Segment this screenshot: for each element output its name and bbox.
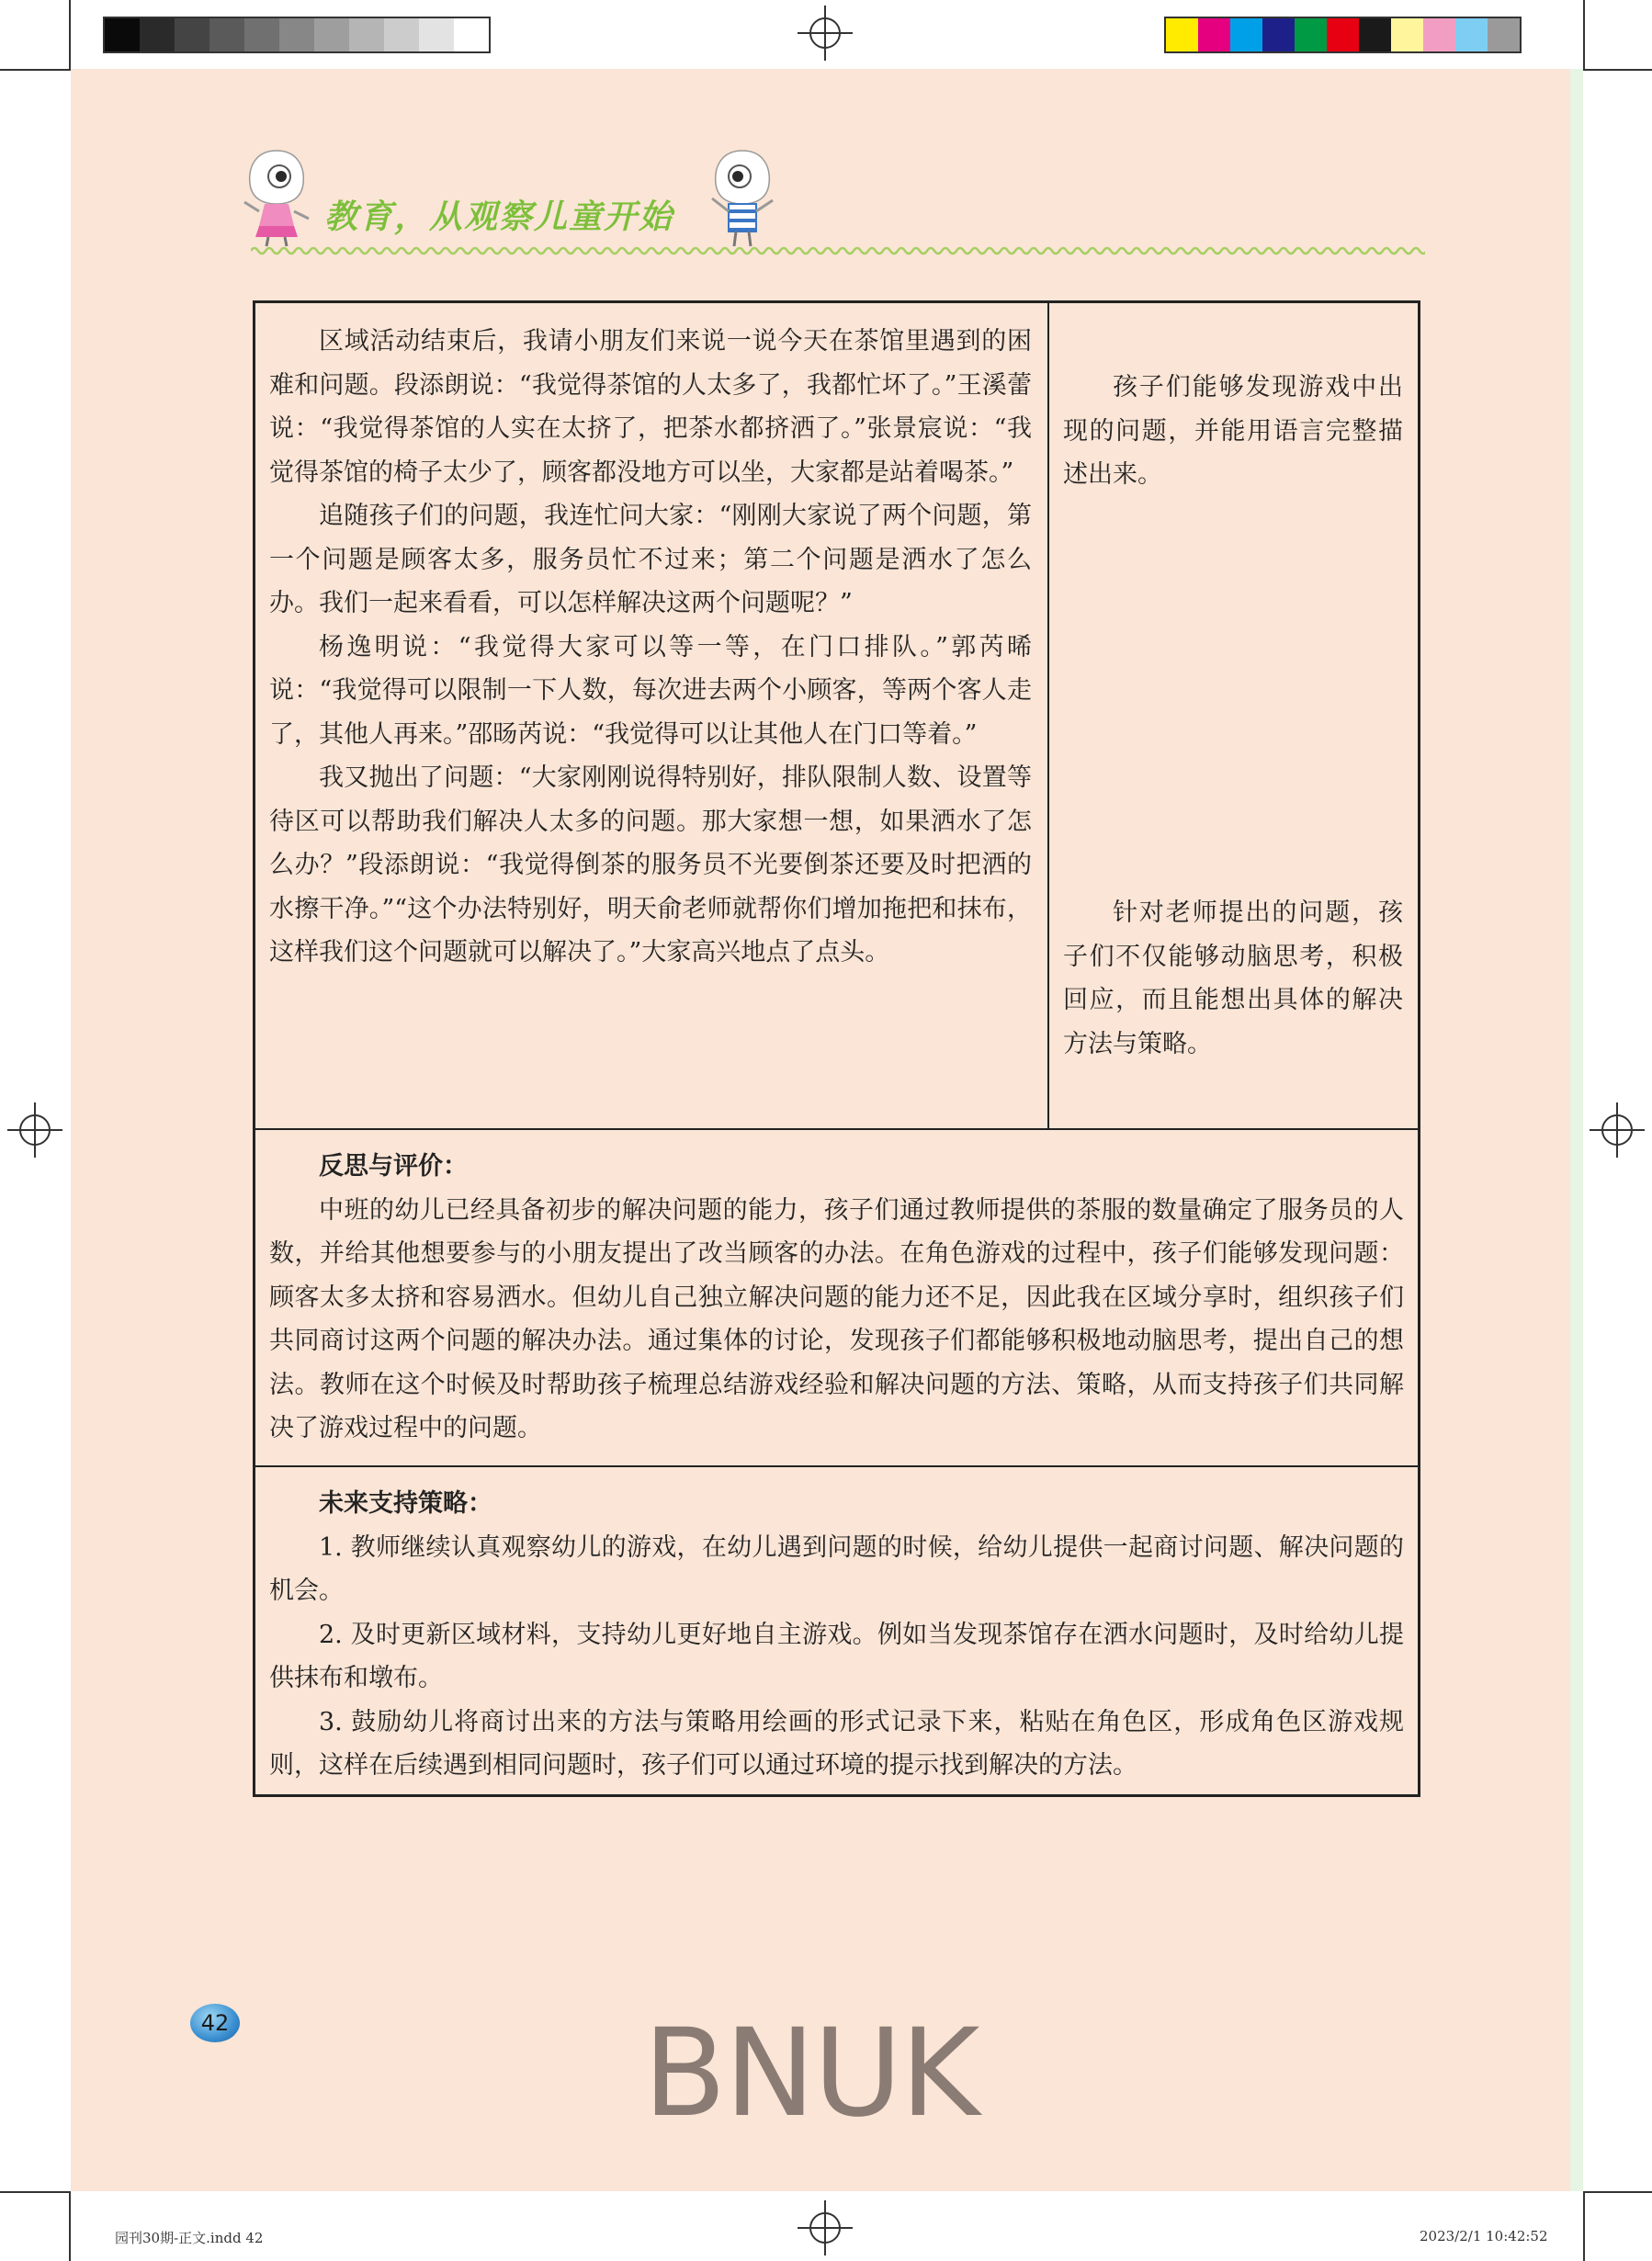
crop-mark xyxy=(69,0,71,69)
calibration-swatch xyxy=(279,18,314,51)
reflection-body: 中班的幼儿已经具备初步的解决问题的能力，孩子们通过教师提供的茶服的数量确定了服务员的人数，并给其他想要参与的小朋友提出了改当顾客的办法。在角色游戏的过程中，孩子们能够发现问题：顾客太多太挤和容易洒水。但幼儿自己独立解决问题的能力还不足，因此我在区域分享时，组织孩子们共同商讨这两个问题的解决办法。通过集体的讨论，发现孩子们都能够积极地动脑思考，提出自己的想法。教师在这个时候及时帮助孩子梳理总结游戏经验和解决问题的方法、策略，从而支持孩子们共同解决了游戏过程中的问题。 xyxy=(269,1195,1404,1442)
header-wavy-divider xyxy=(251,243,1425,258)
calibration-swatch xyxy=(175,18,209,51)
calibration-swatch xyxy=(244,18,279,51)
strategy-item: 2. 及时更新区域材料，支持幼儿更好地自主游戏。例如当发现茶馆存在洒水问题时，及时给幼儿提供抹布和墩布。 xyxy=(269,1620,1404,1692)
crop-mark xyxy=(1583,69,1652,71)
analysis-note: 孩子们能够发现游戏中出现的问题，并能用语言完整描述出来。 xyxy=(1063,373,1403,489)
registration-mark-icon xyxy=(798,2200,853,2255)
watermark: BNUK xyxy=(643,2003,979,2144)
print-slug-file: 园刊30期-正文.indd 42 xyxy=(115,2230,264,2246)
calibration-swatch xyxy=(1359,18,1391,51)
calibration-swatch xyxy=(349,18,384,51)
girl-mascot-icon xyxy=(237,147,316,248)
registration-mark-icon xyxy=(7,1102,62,1158)
registration-mark-icon xyxy=(798,6,853,61)
reflection-heading: 反思与评价： xyxy=(319,1152,468,1181)
analysis-cell xyxy=(1049,303,1418,1128)
boy-mascot-icon xyxy=(703,147,782,248)
calibration-swatch xyxy=(1230,18,1262,51)
record-paragraph: 区域活动结束后，我请小朋友们来说一说今天在茶馆里遇到的困难和问题。段添朗说：“我觉得茶馆的人太多了，我都忙坏了。”王溪蕾说：“我觉得茶馆的人实在太挤了，把茶水都挤洒了。”张景宸说：“我觉得茶馆的椅子太少了，顾客都没地方可以坐，大家都是站着喝茶。” xyxy=(269,327,1032,487)
crop-mark xyxy=(1583,0,1585,69)
strategy-row xyxy=(255,1467,1418,1795)
crop-mark xyxy=(0,2191,71,2193)
registration-mark-icon xyxy=(1590,1102,1645,1158)
calibration-swatch xyxy=(209,18,244,51)
crop-mark xyxy=(1583,2191,1652,2193)
page-edge xyxy=(1570,69,1583,2191)
crop-mark xyxy=(69,2191,71,2261)
calibration-swatch xyxy=(1166,18,1198,51)
calibration-swatch xyxy=(1391,18,1423,51)
page-header xyxy=(237,147,1422,262)
crop-mark xyxy=(1583,2191,1585,2261)
crop-mark xyxy=(0,69,71,71)
calibration-swatch xyxy=(1198,18,1230,51)
record-paragraph: 追随孩子们的问题，我连忙问大家：“刚刚大家说了两个问题，第一个问题是顾客太多，服务员忙不过来；第二个问题是洒水了怎么办。我们一起来看看，可以怎样解决这两个问题呢？” xyxy=(269,502,1032,617)
reflection-row xyxy=(255,1130,1418,1467)
calibration-swatch xyxy=(140,18,175,51)
strategy-item: 3. 鼓励幼儿将商讨出来的方法与策略用绘画的形式记录下来，粘贴在角色区，形成角色区游戏规则，这样在后续遇到相同问题时，孩子们可以通过环境的提示找到解决的方法。 xyxy=(269,1707,1404,1780)
calibration-swatch xyxy=(454,18,489,51)
grayscale-calibration-bar xyxy=(103,17,491,53)
analysis-note: 针对老师提出的问题，孩子们不仅能够动脑思考，积极回应，而且能想出具体的解决方法与策略。 xyxy=(1063,899,1403,1058)
calibration-swatch xyxy=(105,18,140,51)
record-paragraph: 我又抛出了问题：“大家刚刚说得特别好，排队限制人数、设置等待区可以帮助我们解决人太多的问题。那大家想一想，如果洒水了怎么办？”段添朗说：“我觉得倒茶的服务员不光要倒茶还要及时把洒的水擦干净。”“这个办法特别好，明天俞老师就帮你们增加拖把和抹布，这样我们这个问题就可以解决了。”大家高兴地点了点头。 xyxy=(269,763,1032,967)
record-cell xyxy=(255,303,1049,1128)
page-number: 42 xyxy=(190,2004,240,2042)
calibration-swatch xyxy=(419,18,454,51)
calibration-swatch xyxy=(384,18,419,51)
calibration-swatch xyxy=(1262,18,1295,51)
calibration-swatch xyxy=(1295,18,1327,51)
calibration-swatch xyxy=(1327,18,1359,51)
header-title: 教育，从观察儿童开始 xyxy=(324,198,674,236)
record-paragraph: 杨逸明说：“我觉得大家可以等一等，在门口排队。”郭芮晞说：“我觉得可以限制一下人数，每次进去两个小顾客，等两个客人走了，其他人再来。”邵旸芮说：“我觉得可以让其他人在门口等着。” xyxy=(269,632,1032,749)
calibration-swatch xyxy=(1488,18,1520,51)
calibration-swatch xyxy=(314,18,349,51)
color-calibration-bar xyxy=(1164,17,1522,53)
observation-table xyxy=(253,300,1420,1797)
record-row xyxy=(255,303,1418,1130)
calibration-swatch xyxy=(1423,18,1455,51)
print-slug-timestamp: 2023/2/1 10:42:52 xyxy=(1420,2228,1548,2244)
calibration-swatch xyxy=(1455,18,1488,51)
strategy-item: 1. 教师继续认真观察幼儿的游戏，在幼儿遇到问题的时候，给幼儿提供一起商讨问题、解决问题的机会。 xyxy=(269,1532,1404,1605)
strategy-heading: 未来支持策略： xyxy=(319,1489,492,1518)
